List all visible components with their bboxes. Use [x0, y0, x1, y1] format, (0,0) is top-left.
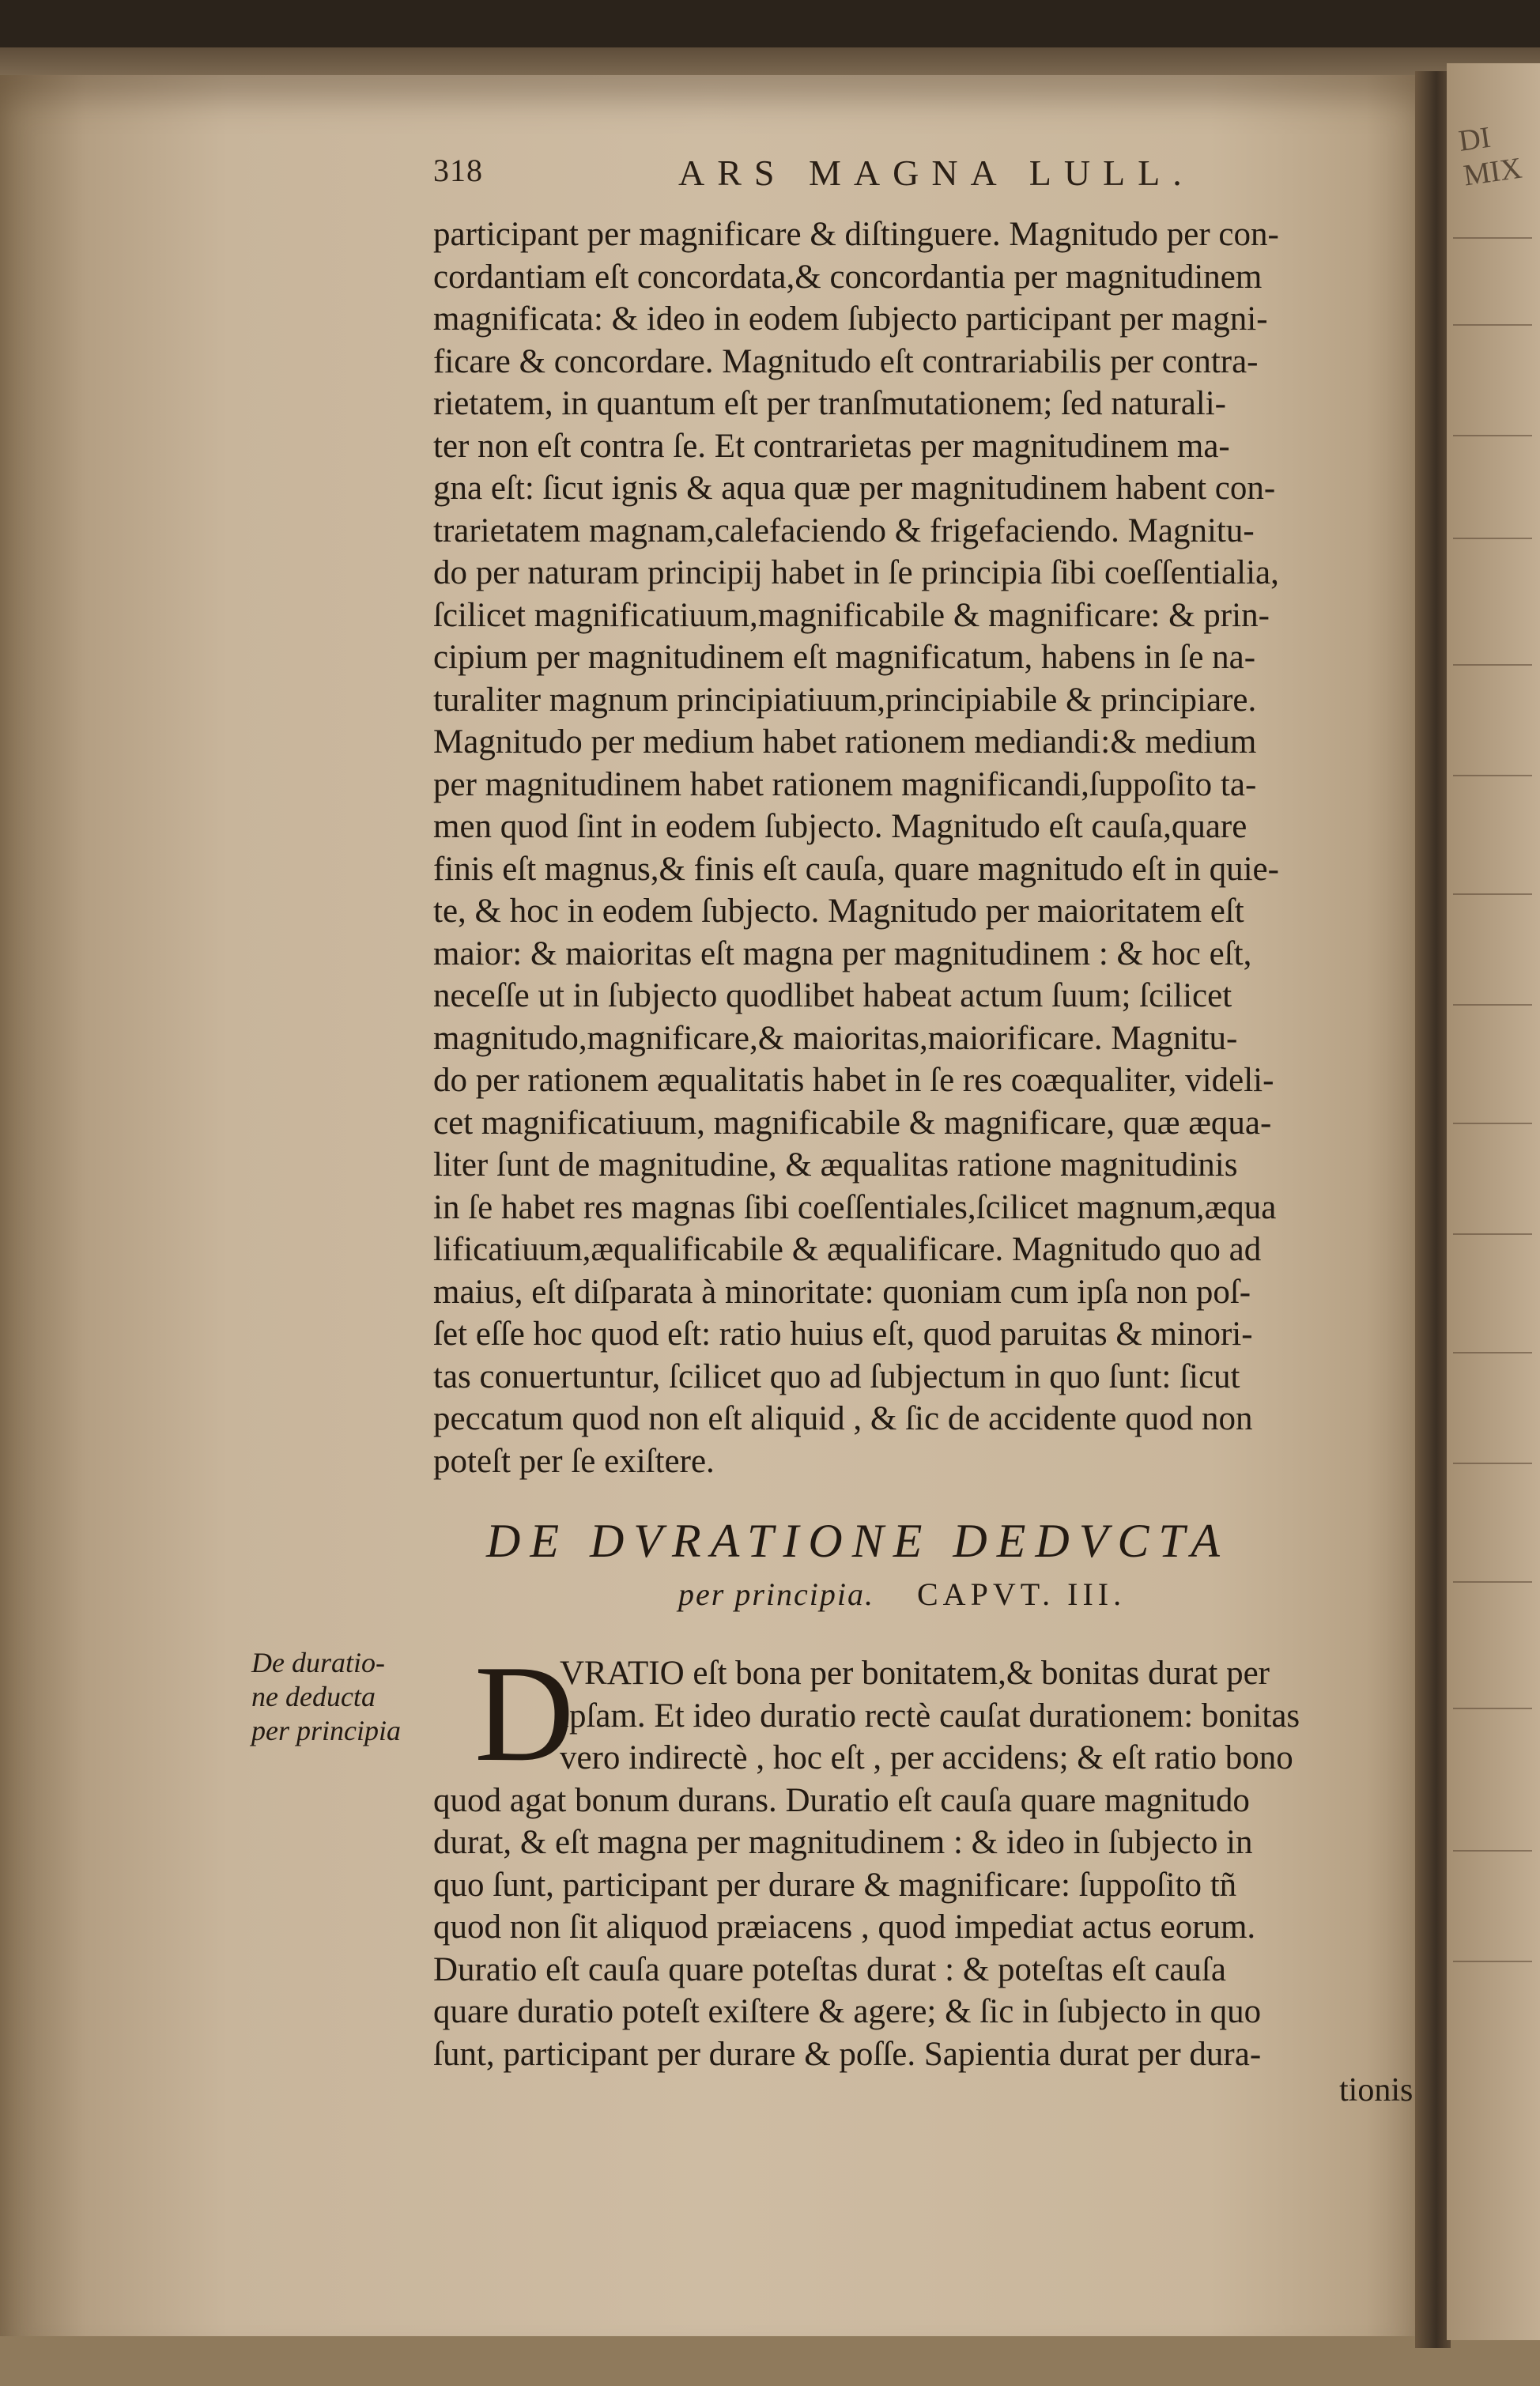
text-line: quo ſunt, participant per durare & magnificare: ſuppoſito tñ	[433, 1866, 1237, 1904]
chapter-number: CAPVT. III.	[917, 1576, 1127, 1612]
text-line: peccatum quod non eſt aliquid , & ſic de accidente quod non	[433, 1400, 1253, 1437]
text-line: rietatem, in quantum eſt per tranſmutationem; ſed naturali-	[433, 385, 1227, 422]
text-line: poteſt per ſe exiſtere.	[433, 1442, 715, 1480]
marginal-note	[251, 1646, 449, 1748]
page-number: 318	[433, 153, 483, 188]
text-line: gna eſt: ſicut ignis & aqua quæ per magnitudinem habent con-	[433, 470, 1276, 507]
text-line: do per naturam principij habet in ſe principia ſibi coeſſentialia,	[433, 554, 1279, 591]
text-line: te, & hoc in eodem ſubjecto. Magnitudo per maioritatem eſt	[433, 893, 1244, 930]
text-line: finis eſt magnus,& finis eſt cauſa, quare magnitudo eſt in quie-	[433, 850, 1279, 888]
text-line: tas conuertuntur, ſcilicet quo ad ſubjectum in quo ſunt: ſicut	[433, 1357, 1240, 1395]
text-line: do per rationem æqualitatis habet in ſe res coæqualiter, videli-	[433, 1062, 1274, 1099]
text-line: ficare & concordare. Magnitudo eſt contrariabilis per contra-	[433, 342, 1259, 380]
text-line: ter non eſt contra ſe. Et contrarietas per magnitudinem ma-	[433, 427, 1230, 465]
drop-cap: D	[474, 1637, 575, 1790]
text-line: cordantiam eſt concordata,& concordantia per magnitudinem	[433, 258, 1263, 296]
catchword: tionis	[1339, 2072, 1414, 2109]
facing-page-edge	[1447, 63, 1540, 2340]
text-line: magnitudo,magnificare,& maioritas,maiorificare. Magnitu-	[433, 1019, 1238, 1057]
chapter-heading	[474, 1514, 1423, 1625]
facing-page-heading: DI MIX	[1456, 120, 1524, 193]
text-line: trarietatem magnam,calefaciendo & frigefaciendo. Magnitu-	[433, 512, 1255, 549]
body-text	[433, 213, 1428, 1482]
text-line: men quod ſint in eodem ſubjecto. Magnitudo eſt cauſa,quare	[433, 808, 1247, 845]
text-line: maius, eſt diſparata à minoritate: quoniam cum ipſa non poſ-	[433, 1273, 1251, 1311]
chapter-title: DE DVRATIONE DEDVCTA	[486, 1515, 1229, 1567]
text-line: ſunt, participant per durare & poſſe. Sapientia durat per dura-	[433, 2035, 1262, 2073]
text-line: cet magnificatiuum, magnificabile & magnificare, quæ æqua-	[433, 1104, 1272, 1142]
chapter-text	[433, 1652, 1428, 2075]
text-line: lificatiuum,æqualificabile & æqualificare. Magnitudo quo ad	[433, 1231, 1262, 1268]
text-line: quod non ſit aliquod præiacens , quod impediat actus eorum.	[433, 1908, 1256, 1946]
text-line: quare duratio poteſt exiſtere & agere; & ſic in ſubjecto in quo	[433, 1993, 1262, 2030]
text-line: maior: & maioritas eſt magna per magnitudinem : & hoc eſt,	[433, 934, 1252, 972]
running-title: ARS MAGNA LULL.	[678, 153, 1195, 193]
text-line: quod agat bonum durans. Duratio eſt cauſa quare magnitudo	[433, 1781, 1250, 1819]
text-line: VRATIO eſt bona per bonitatem,& bonitas durat per	[560, 1655, 1270, 1692]
text-line: participant per magnificare & diſtinguere. Magnitudo per con-	[433, 216, 1279, 253]
text-line: Magnitudo per medium habet rationem mediandi:& medium	[433, 723, 1257, 761]
marginal-note-line: De duratio-	[251, 1647, 385, 1678]
chapter-subtitle: per principia.	[678, 1576, 874, 1612]
text-line: turaliter magnum principiatiuum,principiabile & principiare.	[433, 681, 1257, 719]
text-line: vero indirectè , hoc eſt , per accidens; & eſt ratio bono	[560, 1739, 1293, 1776]
marginal-note-line: per principia	[251, 1715, 401, 1746]
text-line: cipium per magnitudinem eſt magnificatum, habens in ſe na-	[433, 639, 1256, 676]
text-line: per magnitudinem habet rationem magnificandi,ſuppoſito ta-	[433, 765, 1257, 803]
text-line: ipſam. Et ideo duratio rectè cauſat durationem: bonitas	[560, 1697, 1300, 1735]
text-line: in ſe habet res magnas ſibi coeſſentiales,ſcilicet magnum,æqua	[433, 1188, 1277, 1226]
text-line: neceſſe ut in ſubjecto quodlibet habeat actum ſuum; ſcilicet	[433, 977, 1232, 1014]
text-line: liter ſunt de magnitudine, & æqualitas ratione magnitudinis	[433, 1146, 1238, 1184]
text-line: durat, & eſt magna per magnitudinem : & ideo in ſubjecto in	[433, 1824, 1253, 1861]
text-line: Duratio eſt cauſa quare poteſtas durat : & poteſtas eſt cauſa	[433, 1950, 1226, 1988]
text-line: ſcilicet magnificatiuum,magnificabile & magnificare: & prin-	[433, 596, 1270, 634]
page-header	[433, 152, 1271, 199]
text-line: ſet eſſe hoc quod eſt: ratio huius eſt, quod paruitas & minori-	[433, 1316, 1253, 1353]
marginal-note-line: ne deducta	[251, 1681, 376, 1712]
text-line: magnificata: & ideo in eodem ſubjecto participant per magni-	[433, 300, 1268, 338]
